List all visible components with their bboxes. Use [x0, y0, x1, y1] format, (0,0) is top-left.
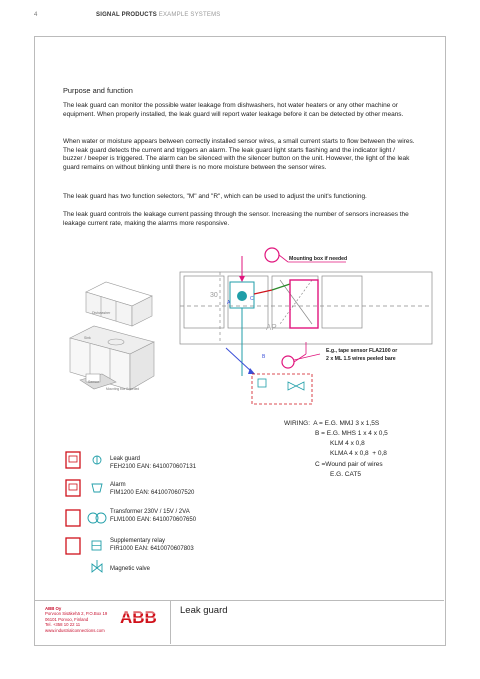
- kitchen-illustration: [70, 282, 154, 390]
- legend-code: FEH2100 EAN: 6410070607131: [110, 464, 197, 470]
- wiring-c2: E.G. CAT5: [330, 471, 361, 478]
- paragraph-1: The leak guard can monitor the possible water leakage from dishwashers, hot water heaters or any other machine or equipment. When properly installed, the leak guard will report water leakage before it can be detected by other means.: [63, 102, 404, 118]
- legend-code: FIM1200 EAN: 6410070607520: [110, 490, 195, 496]
- alarm-box-icon: [66, 480, 80, 496]
- company-phone: Tel. +358 10 22 11: [45, 622, 81, 628]
- tag-c: C: [250, 296, 254, 302]
- wiring-c: C =Wound pair of wires: [315, 461, 383, 468]
- tag-30: 30: [210, 292, 218, 299]
- paragraph-3: The leak guard has two function selectors, "M" and "R", which can be used to adjust the unit's functioning.: [63, 193, 367, 200]
- magnetic-valve-icon: [92, 564, 97, 572]
- transformer-box-icon: [66, 510, 80, 526]
- legend-name: Alarm: [110, 482, 126, 488]
- abb-logo: [120, 608, 160, 626]
- legend-code: FIR1000 EAN: 6410070607803: [110, 546, 194, 552]
- company-web[interactable]: www.industrialconnections.com: [45, 627, 105, 633]
- page-number: 4: [34, 12, 38, 18]
- kitchen-label-sensor: Sensor: [88, 380, 100, 384]
- sensor-label-line-1: E.g., tape sensor FLA2100 or: [326, 348, 398, 354]
- tag-b: B: [262, 354, 266, 360]
- alarm-icon: [92, 484, 102, 492]
- mounting-box-marker: [265, 248, 279, 262]
- company-name: ABB Oy: [45, 606, 62, 611]
- company-address-1: Porvoon Sisäkehä 2, P.O.Box 19: [45, 611, 108, 617]
- paragraph-2: When water or moisture appears between correctly installed sensor wires, a small current starts to flow between the wires. The leak guard detects the current and triggers an alarm. The leak guard light starts flashing and the indicator light / buzzer / beeper is triggered. The alarm can be silenced with the silencer button on the unit. However, the light of the leak guard remains on without blinking until there is no more moisture between the sensor wires.: [63, 138, 415, 171]
- legend-code: FLM1000 EAN: 6410070607650: [110, 517, 197, 523]
- tag-a: A: [227, 300, 231, 306]
- relay-box-icon: [66, 538, 80, 554]
- kitchen-label-dishwasher: Dishwasher: [92, 311, 111, 315]
- abb-logo-text: ABB: [120, 608, 157, 626]
- company-address-2: 06101 Porvoo, Finland: [45, 616, 89, 622]
- valve-symbol-icon: [288, 382, 296, 390]
- wiring-b: B = E.G. MHS 1 x 4 x 0,5: [315, 430, 388, 437]
- header-subtitle: EXAMPLE SYSTEMS: [158, 12, 221, 18]
- cabinet-front-view: [180, 272, 432, 344]
- mounting-box-label: Mounting box if needed: [289, 256, 348, 262]
- leak-guard-box-icon: [66, 452, 80, 468]
- legend-alarm: [110, 481, 194, 497]
- header-title: [96, 12, 220, 18]
- kitchen-label-mounting: Mounting box if needed: [106, 387, 140, 391]
- sensor-label-line-2: 2 x ML 1.5 wires peeled bare: [326, 356, 396, 362]
- header-brand: SIGNAL PRODUCTS: [96, 12, 157, 18]
- legend-name: Supplementary relay: [110, 538, 166, 544]
- legend-name: Leak guard: [110, 456, 141, 462]
- legend-magnetic-valve: [110, 565, 150, 573]
- footer-company-block: [45, 606, 120, 633]
- wiring-b2: KLM 4 x 0,8: [330, 440, 365, 447]
- legend-leak-guard: [110, 455, 196, 471]
- kitchen-label-sink: Sink: [84, 336, 91, 340]
- footer-separator: [170, 600, 171, 644]
- legend-relay: [110, 537, 194, 553]
- installation-diagram: [44, 244, 444, 416]
- legend-name: Magnetic valve: [110, 566, 151, 572]
- legend-name: Transformer 230V / 15V / 2VA: [110, 509, 190, 515]
- document-title: Leak guard: [180, 605, 228, 616]
- wiring-b3: KLMA 4 x 0,8 + 0,8: [330, 450, 387, 457]
- wiring-a: WIRING: A = E.G. MMJ 3 x 1,5S: [284, 420, 380, 427]
- paragraph-4: The leak guard controls the leakage current passing through the sensor. Increasing the number of sensors increases the leakage current rate, making the alarms more responsive.: [63, 211, 409, 227]
- footer-divider: [34, 600, 444, 601]
- transformer-icon: [88, 513, 98, 523]
- section-heading: Purpose and function: [63, 86, 133, 95]
- floor-zone: [252, 374, 312, 404]
- leak-guard-symbol-icon: [237, 291, 247, 301]
- legend-transformer: [110, 508, 196, 524]
- tag-ap: AP: [266, 323, 277, 332]
